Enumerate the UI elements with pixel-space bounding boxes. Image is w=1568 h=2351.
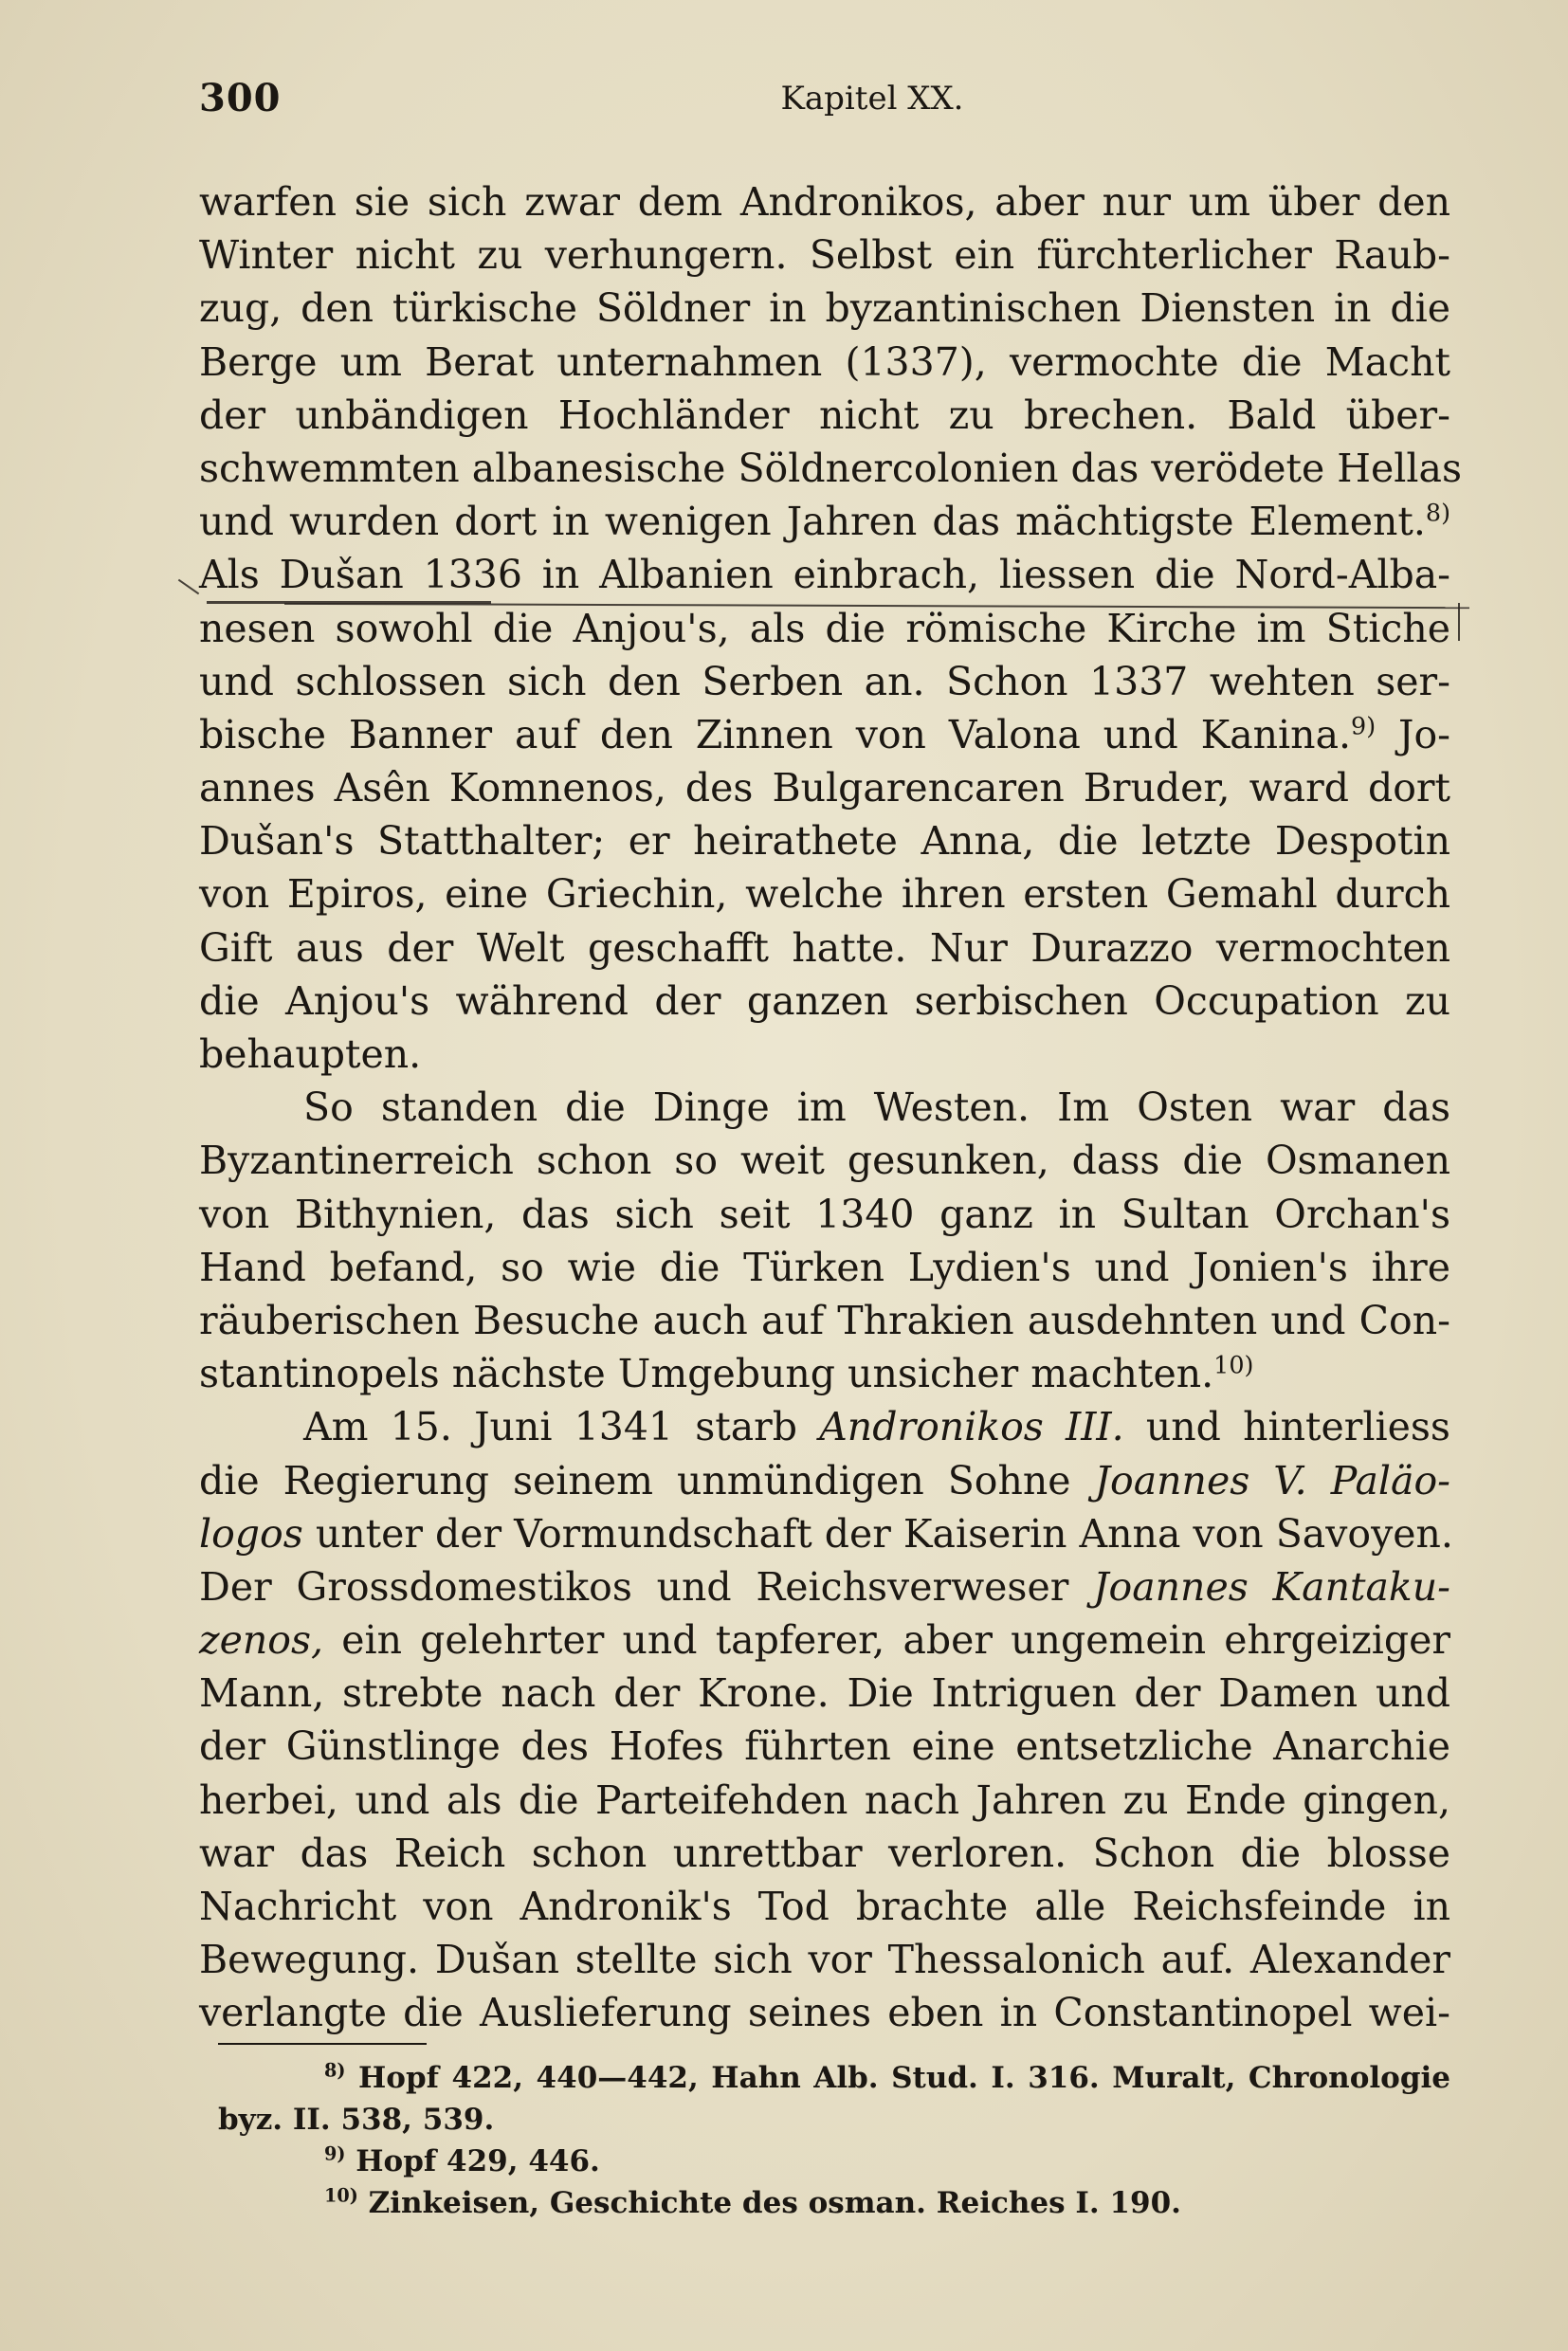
paragraph-2 [199,1081,1450,1400]
footnote-number: 9) [324,2142,346,2165]
text-line [199,1507,1453,1560]
line-text: unter der Vormundschaft der Kaiserin Anna von Savoyen. [315,1510,1453,1557]
footnote-8 [218,2057,1450,2099]
running-head: Kapitel XX. [780,80,964,118]
paragraph-1 [199,175,1463,1081]
footnote-number: 10) [324,2184,358,2207]
text-line: annes Asên Komnenos, des Bulgarencaren Bruder, ward dort [199,765,1450,811]
text-line: So standen die Dinge im Westen. Im Osten war das [303,1084,1450,1131]
text-line [199,1400,1450,1453]
person-name: zenos, [199,1617,324,1664]
text-line: Gift aus der Welt geschafft hatte. Nur Durazzo vermochten [199,924,1450,971]
line-text: bische Banner auf den Zinnen von Valona und Kanina. [199,711,1352,757]
pencil-margin-mark [1458,603,1460,641]
text-line: verlangte die Auslieferung seines eben in Constantinopel wei- [199,1990,1450,2036]
text-line: Hand befand, so wie die Türken Lydien's und Jonien's ihre [199,1244,1450,1290]
footnote-8-continuation: byz. II. 538, 539. [218,2103,495,2137]
text-line: Nachricht von Andronik's Tod brachte alle Reichsfeinde in [199,1884,1450,1929]
line-text: und wurden dort in wenigen Jahren das mächtigste Element. [199,499,1426,545]
text-line: von Epiros, eine Griechin, welche ihren ersten Gemahl durch [199,871,1450,918]
text-line: zug, den türkische Söldner in byzantinischen Diensten in die [199,285,1450,332]
footnote-text: Hopf 422, 440—442, Hahn Alb. Stud. I. 316. Muralt, Chronologie [358,2061,1451,2095]
paragraph-3 [199,1400,1453,2039]
page-header [199,76,1460,133]
emperor-name: logos [199,1510,303,1557]
text-line: Mann, strebte nach der Krone. Die Intriguen der Damen und [199,1670,1450,1717]
text-line: der unbändigen Hochländer nicht zu brechen. Bald über- [199,392,1450,438]
footnote-10 [218,2182,1450,2224]
emperor-name: Joannes V. Paläo- [1094,1457,1450,1504]
text-line [199,1560,1450,1613]
footnote-text: Hopf 429, 446. [356,2144,600,2178]
footnotes [218,2057,1450,2224]
text-line: die Anjou's während der ganzen serbischen Occupation zu [199,977,1450,1024]
text-line: war das Reich schon unrettbar verloren. Schon die blosse [199,1830,1450,1876]
footnote-text: Zinkeisen, Geschichte des osman. Reiches I. 190. [368,2186,1181,2220]
emperor-name: Andronikos III. [819,1404,1124,1450]
text-line: warfen sie sich zwar dem Andronikos, aber nur um über den [199,179,1450,225]
line-text: und hinterliess [1145,1404,1450,1450]
text-line: der Günstlinge des Hofes führten eine entsetzliche Anarchie [199,1723,1450,1770]
footnote-ref-10: 10) [1213,1350,1254,1379]
text-line: Byzantinerreich schon so weit gesunken, dass die Osmanen [199,1138,1450,1184]
line-text: Der Grossdomestikos und Reichsverweser [199,1563,1069,1610]
text-line [199,1613,1450,1667]
text-line: schwemmten albanesische Söldnercolonien das verödete Hellas [199,445,1463,491]
text-line: Als Dušan 1336 in Albanien einbrach, liessen die Nord-Alba- [199,552,1450,598]
line-text: ein gelehrter und tapferer, aber ungemein ehrgeiziger [341,1617,1450,1664]
pencil-margin-mark [178,579,199,595]
text-line [199,1347,1450,1400]
text-line: räuberischen Besuche auch auf Thrakien ausdehnten und Con- [199,1297,1450,1343]
text-line: Winter nicht zu verhungern. Selbst ein fürchterlicher Raub- [199,232,1450,279]
text-line: behaupten. [199,1031,422,1077]
footnote-rule [218,2043,427,2045]
text-line [199,1454,1450,1507]
footnote-ref-9: 9) [1351,711,1377,740]
line-text: Jo- [1398,711,1450,757]
text-line [199,708,1450,761]
body-text [199,175,1463,2040]
line-text: stantinopels nächste Umgebung unsicher machten. [199,1351,1214,1397]
text-line: Bewegung. Dušan stellte sich vor Thessalonich auf. Alexander [199,1937,1450,1983]
footnote-9 [218,2141,1450,2182]
text-line: und schlossen sich den Serben an. Schon 1337 wehten ser- [199,658,1450,704]
text-line [199,495,1450,548]
text-line: von Bithynien, das sich seit 1340 ganz in Sultan Orchan's [199,1191,1450,1237]
page-number: 300 [199,76,282,120]
text-line: herbei, und als die Parteifehden nach Jahren zu Ende gingen, [199,1777,1450,1823]
footnote-ref-8: 8) [1425,498,1450,527]
person-name: Joannes Kantaku- [1093,1563,1450,1610]
text-line: Berge um Berat unternahmen (1337), vermochte die Macht [199,338,1450,385]
text-line: nesen sowohl die Anjou's, als die römische Kirche im Stiche [199,605,1450,651]
text-line: Dušan's Statthalter; er heirathete Anna, die letzte Despotin [199,818,1450,865]
footnote-number: 8) [324,2059,346,2082]
line-text: Am 15. Juni 1341 starb [303,1404,797,1450]
line-text: die Regierung seinem unmündigen Sohne [199,1457,1071,1504]
